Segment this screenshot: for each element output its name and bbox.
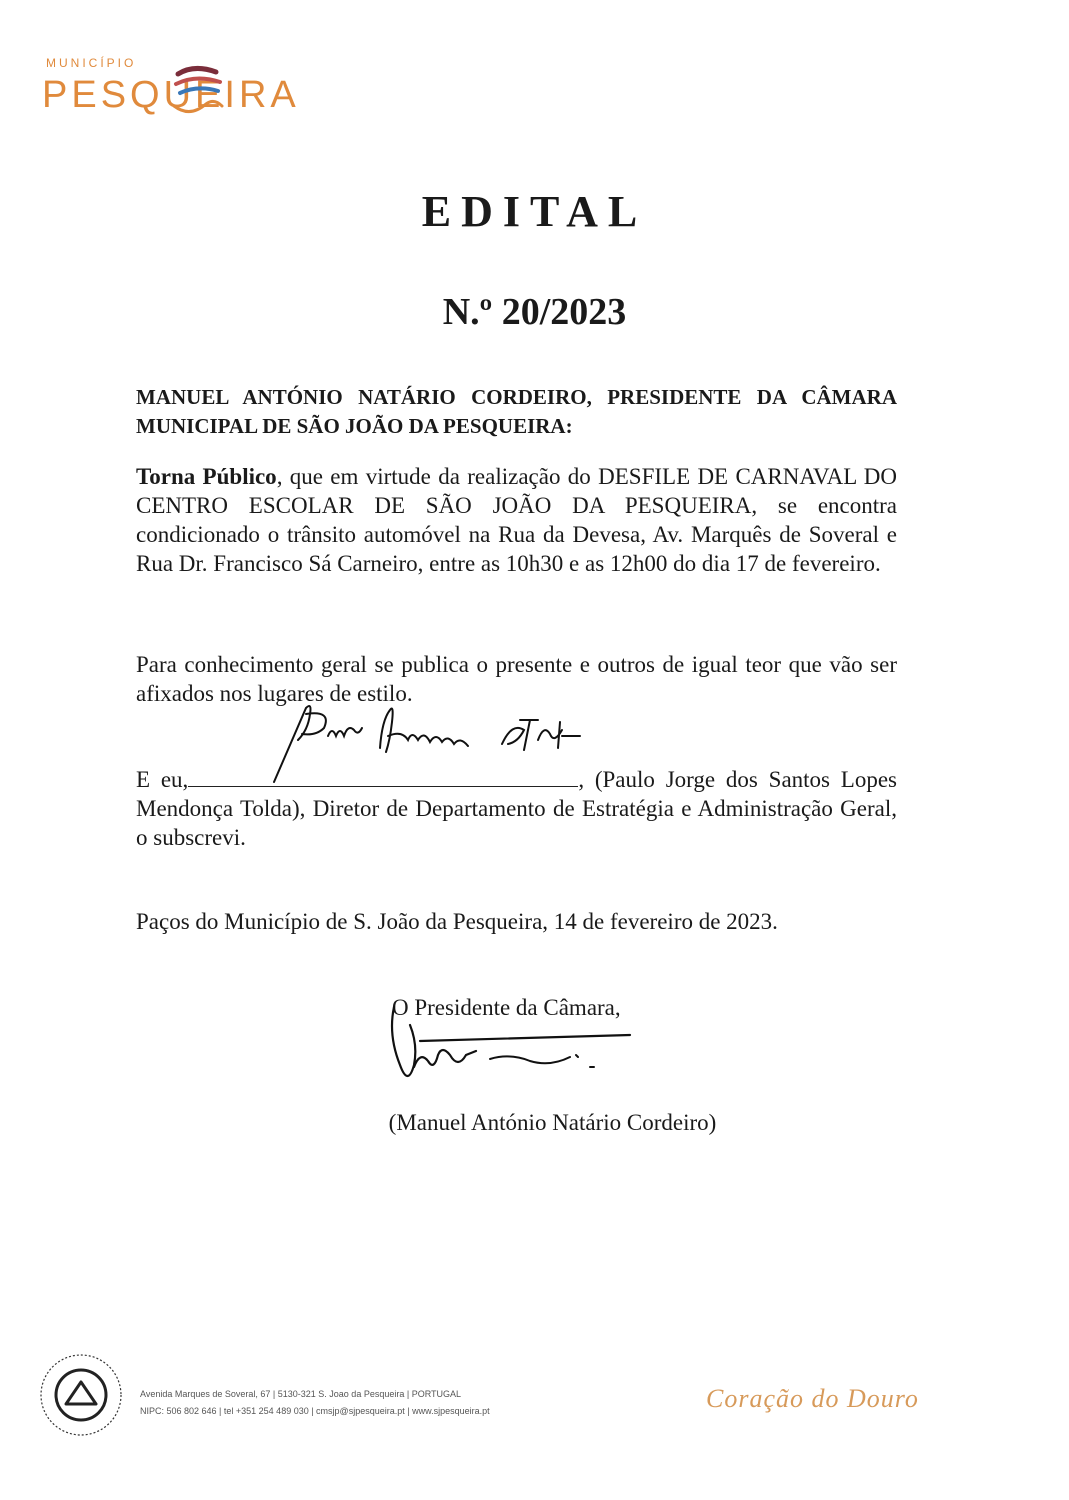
president-name: (Manuel António Natário Cordeiro) (388, 1110, 717, 1135)
logo-pesqueira-text: PESQUEIRA (42, 74, 300, 116)
president-signature (380, 995, 640, 1105)
footer-address: Avenida Marques de Soveral, 67 | 5130-321 S. Joao da Pesqueira | PORTUGAL (140, 1389, 462, 1399)
addressee-heading: MANUEL ANTÓNIO NATÁRIO CORDEIRO, PRESIDENTE DA CÂMARA MUNICIPAL DE SÃO JOÃO DA PESQUEIRA: (136, 385, 897, 438)
unesco-world-heritage-icon (38, 1352, 124, 1438)
subscription-prefix: E eu, (136, 767, 189, 792)
logo-municipio-text: MUNICÍPIO (46, 56, 137, 70)
president-label: O Presidente da Câmara, (392, 995, 621, 1020)
slogan-coracao-do-douro: Coração do Douro (706, 1384, 919, 1413)
footer-contact (140, 1386, 490, 1420)
announcement-text: , que em virtude da realização do DESFILE DE CARNAVAL DO CENTRO ESCOLAR DE SÃO JOÃO DA PESQUEIRA, se encontra condicionado o trânsito automóvel na Rua da Devesa, Av. Marquês de Soveral e Rua Dr. Francisco Sá Carneiro, entre as 10h30 e as 12h00 do dia 17 de fevereiro. (136, 464, 897, 576)
place-date: Paços do Município de S. João da Pesqueira, 14 de fevereiro de 2023. (136, 909, 778, 934)
footer-contacts: NIPC: 506 802 646 | tel +351 254 489 030 | cmsjp@sjpesqueira.pt | www.sjpesqueira.pt (140, 1406, 490, 1416)
logo-emblem-icon (170, 60, 228, 120)
announcement-lead: Torna Público (136, 464, 277, 489)
director-signature (262, 700, 602, 790)
document-title: EDITAL (421, 187, 648, 236)
subscription-suffix: , (Paulo Jorge dos Santos Lopes Mendonça Tolda), Diretor de Departamento de Estratégia e Administração Geral, o subscrevi. (136, 767, 897, 850)
municipality-logo (42, 52, 342, 122)
publication-note: Para conhecimento geral se publica o presente e outros de igual teor que vão ser afixados nos lugares de estilo. (136, 652, 897, 706)
document-number: N.º 20/2023 (442, 291, 627, 333)
announcement-paragraph (136, 462, 897, 578)
